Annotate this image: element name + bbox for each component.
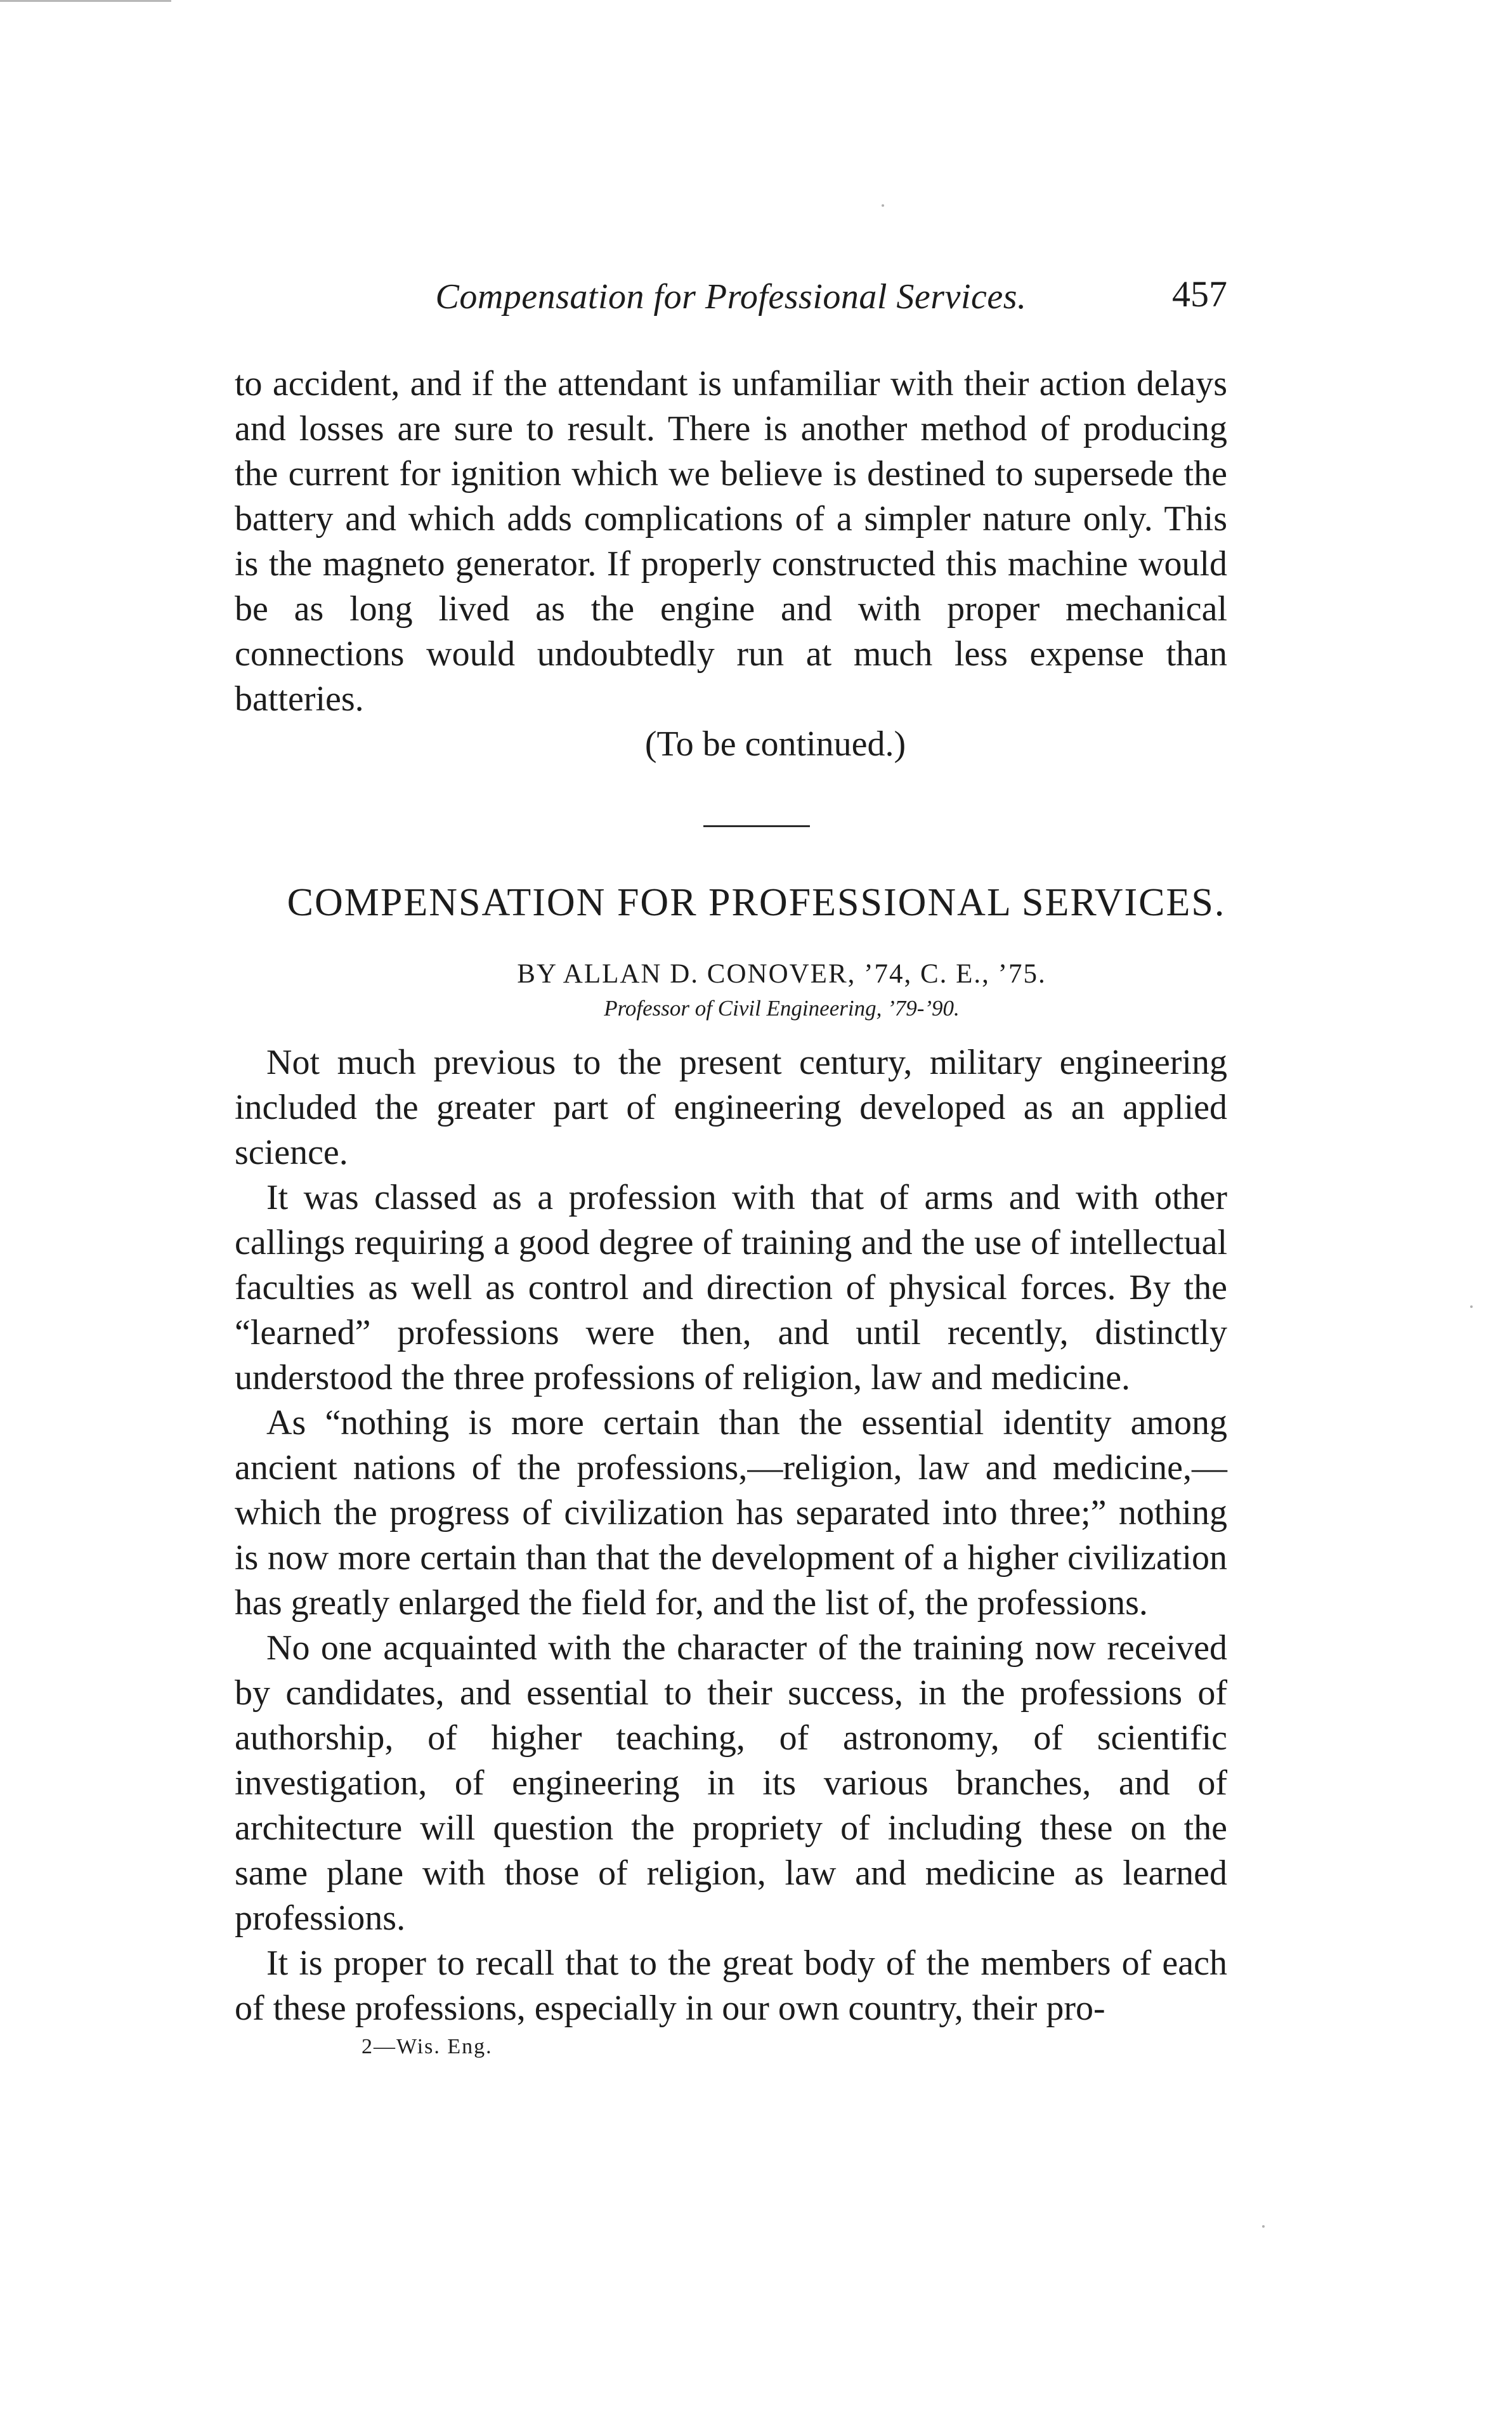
article-paragraph: As “nothing is more certain than the essential identity among ancient nations of the professions,—religion, law and medicine,—which the progress of civilization has separated into three;” nothing is now more certain than that the development of a higher civilization has greatly enlarged the field for, and the list of, the professions. xyxy=(235,1403,1227,1623)
paper-speck xyxy=(1262,2225,1265,2228)
page-number: 457 xyxy=(1172,273,1227,315)
book-page xyxy=(235,266,1227,2059)
continued-text xyxy=(235,362,1227,722)
paper-speck xyxy=(882,204,884,207)
article-body xyxy=(235,1040,1227,2031)
article-paragraph: Not much previous to the present century, military engineering included the greater part of engineering developed as an applied science. xyxy=(235,1043,1227,1172)
paper-speck xyxy=(1470,1305,1473,1308)
running-head-title: Compensation for Professional Services. xyxy=(435,277,1027,317)
to-be-continued-note: (To be continued.) xyxy=(644,724,906,764)
article-paragraph: No one acquainted with the character of the training now received by candidates, and essential to their success, in the professions of authorship, of higher teaching, of astronomy, of scientific investigation, of engineering in its various branches, and of architecture will question the propriety of including these on the same plane with those of religion, law and medicine as learned professions. xyxy=(235,1628,1227,1938)
section-separator xyxy=(703,825,810,827)
article-byline: BY ALLAN D. CONOVER, ’74, C. E., ’75. xyxy=(517,959,1046,989)
article-paragraph: It is proper to recall that to the great body of the members of each of these professions, especially in our own country, their pro- xyxy=(235,1944,1227,2028)
author-affiliation: Professor of Civil Engineering, ’79-’90. xyxy=(604,996,960,1021)
scan-edge-rule xyxy=(0,0,171,2)
continued-paragraph: to accident, and if the attendant is unfamiliar with their action delays and losses are sure to result. There is another method of producing the current for ignition which we believe is destined to supersede the battery and which adds complications of a simpler nature only. This is the magneto generator. If properly constructed this machine would be as long lived as the engine and with proper mechanical connections would undoubtedly run at much less expense than batteries. xyxy=(235,364,1227,719)
signature-mark: 2—Wis. Eng. xyxy=(362,2035,493,2058)
article-paragraph: It was classed as a profession with that of arms and with other callings requiring a good degree of training and the use of intellectual faculties as well as control and direction of physical forces. By the “learned” professions were then, and until recently, distinctly understood the three professions of religion, law and medicine. xyxy=(235,1178,1227,1397)
running-head xyxy=(235,266,1227,318)
article-title: COMPENSATION FOR PROFESSIONAL SERVICES. xyxy=(287,881,1226,924)
